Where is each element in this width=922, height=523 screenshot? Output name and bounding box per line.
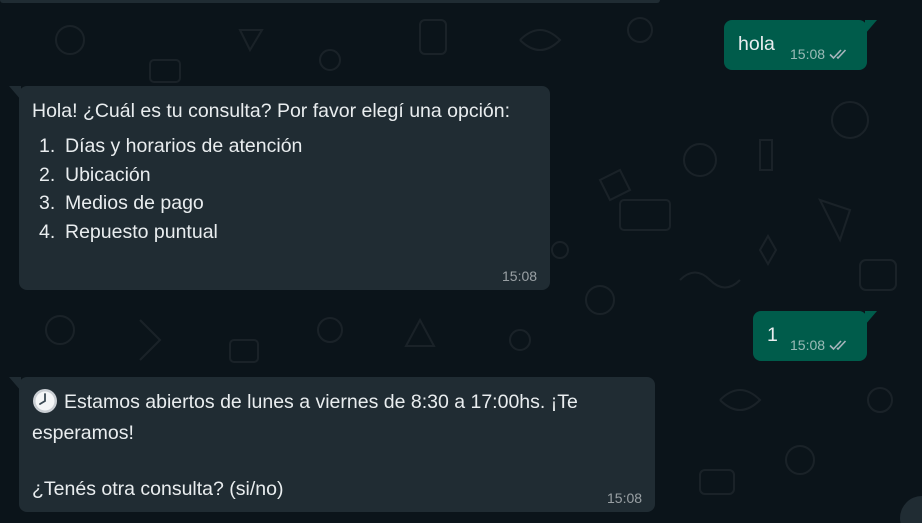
double-check-icon [829,48,851,60]
incoming-message[interactable] [19,86,550,290]
bubble-tail [9,377,21,391]
incoming-message[interactable] [19,377,655,512]
previous-message-edge [0,0,660,3]
message-text: Hola! ¿Cuál es tu consulta? Por favor elegí una opción: [32,100,511,122]
bubble-tail [865,311,877,325]
message-time: 15:08 [790,337,826,353]
list-item: 3. Medios de pago [39,192,204,214]
options-list [39,132,302,246]
message-meta [790,337,851,353]
message-meta [790,46,851,62]
message-meta [502,268,537,284]
message-time: 15:08 [607,490,643,506]
message-line [32,388,578,416]
message-text: ¿Tenés otra consulta? (si/no) [32,478,284,500]
bubble-tail [9,86,21,100]
list-item: 2. Ubicación [39,163,151,186]
double-check-icon [829,339,851,351]
bubble-tail [865,20,877,34]
list-item: 4. Repuesto puntual [39,220,218,243]
message-text: esperamos! [32,422,134,444]
list-item: 1. Días y horarios de atención [39,135,303,157]
message-time: 15:08 [502,268,538,284]
message-text: 1 [767,324,778,346]
message-meta [607,490,642,506]
message-text: hola [738,33,775,55]
message-text: Estamos abiertos de lunes a viernes de 8:30 a 17:00hs. ¡Te [64,391,578,413]
outgoing-message[interactable] [724,20,867,70]
outgoing-message[interactable] [753,311,867,361]
clock-icon [32,388,58,414]
message-time: 15:08 [790,46,826,62]
